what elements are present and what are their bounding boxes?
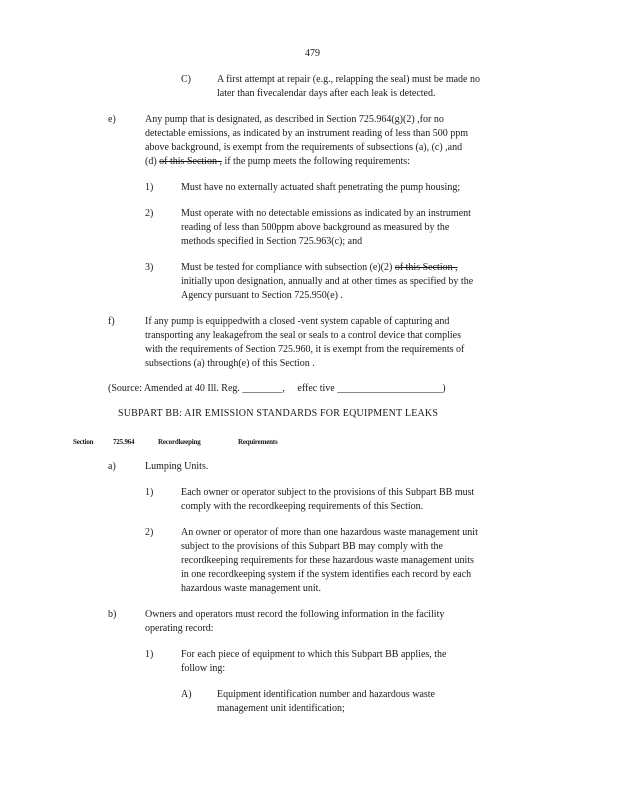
section-title: Requirements — [238, 438, 278, 446]
struck-text: of this Section , — [159, 156, 222, 167]
item-e2-line: Must operate with no detectable emissions as indicated by an instrument — [181, 208, 471, 219]
item-b-line: operating record: — [145, 623, 214, 634]
item-b-line: Owners and operators must record the following information in the facility — [145, 609, 445, 620]
source-prefix: (Source: Amended at 40 Ill. Reg. — [108, 383, 240, 394]
item-e-line: above background, is exempt from the requirements of subsections (a), (c) ,and — [145, 142, 463, 153]
item-e-line-4-pre: (d) — [145, 156, 157, 167]
item-a2-line: in one recordkeeping system if the system identifies each record by each — [181, 569, 472, 580]
source-note — [108, 382, 446, 396]
item-e3-line-1 — [181, 261, 458, 275]
subpart-title: SUBPART BB: AIR EMISSION STANDARDS FOR EQUIPMENT LEAKS — [118, 408, 439, 419]
section-label: Section — [73, 438, 94, 446]
item-e-line-4 — [145, 155, 410, 169]
item-e-marker: e) — [108, 114, 116, 125]
item-a2-line: recordkeeping requirements for these hazardous waste management units — [181, 555, 474, 566]
item-bA-line: management unit identification; — [217, 703, 345, 714]
item-f-line: subsections (a) through(e) of this Section . — [145, 358, 315, 369]
item-e2-line: methods specified in Section 725.963(c); and — [181, 236, 363, 247]
item-b1-marker: 1) — [145, 649, 154, 660]
item-e2-marker: 2) — [145, 208, 154, 219]
item-a1-marker: 1) — [145, 487, 154, 498]
item-b1-line: For each piece of equipment to which this Subpart BB applies, the — [181, 649, 447, 660]
item-e2-line: reading of less than 500ppm above background as measured by the — [181, 222, 450, 233]
item-a1-line: comply with the recordkeeping requirements of this Section. — [181, 501, 424, 512]
item-f-line: with the requirements of Section 725.960, it is exempt from the requirements of — [145, 344, 465, 355]
source-effective: effec tive — [297, 383, 335, 394]
item-e1-marker: 1) — [145, 182, 154, 193]
item-a2-marker: 2) — [145, 527, 154, 538]
item-a2-line: subject to the provisions of this Subpart BB may comply with the — [181, 541, 443, 552]
item-bA-marker: A) — [181, 689, 192, 700]
item-c-line: later than fivecalendar days after each leak is detected. — [217, 88, 436, 99]
item-e3-line-1-pre: Must be tested for compliance with subsection (e)(2) — [181, 262, 393, 273]
item-e-line: Any pump that is designated, as described in Section 725.964(g)(2) ,for no — [145, 114, 444, 125]
item-f-line: If any pump is equippedwith a closed -vent system capable of capturing and — [145, 316, 450, 327]
item-c-line: A first attempt at repair (e.g., relapping the seal) must be made no — [217, 74, 480, 85]
section-number: 725.964 — [113, 438, 135, 446]
item-e3-line: Agency pursuant to Section 725.950(e) . — [181, 290, 343, 301]
section-title: Recordkeeping — [158, 438, 201, 446]
item-f-marker: f) — [108, 316, 115, 327]
page-number: 479 — [305, 48, 320, 59]
struck-text: of this Section , — [394, 262, 458, 273]
item-f-line: transporting any leakagefrom the seal or seals to a control device that complies — [145, 330, 462, 341]
item-a-title: Lumping Units. — [145, 461, 209, 472]
item-c-marker: C) — [181, 74, 191, 85]
item-e1-line: Must have no externally actuated shaft penetrating the pump housing; — [181, 182, 461, 193]
source-blank: _____________________) — [337, 383, 446, 394]
item-a2-line: hazardous waste management unit. — [181, 583, 321, 594]
item-a-marker: a) — [108, 461, 116, 472]
item-e3-line: initially upon designation, annually and at other times as specified by the — [181, 276, 474, 287]
item-a2-line: An owner or operator of more than one hazardous waste management unit — [181, 527, 478, 538]
source-blank: ________, — [242, 383, 285, 394]
item-e-line: detectable emissions, as indicated by an instrument reading of less than 500 ppm — [145, 128, 468, 139]
item-b1-line: follow ing: — [181, 663, 226, 674]
item-e-line-4-post: if the pump meets the following requirements: — [224, 156, 410, 167]
item-a1-line: Each owner or operator subject to the provisions of this Subpart BB must — [181, 487, 475, 498]
item-bA-line: Equipment identification number and hazardous waste — [217, 689, 435, 700]
item-e3-marker: 3) — [145, 262, 154, 273]
item-b-marker: b) — [108, 609, 117, 620]
